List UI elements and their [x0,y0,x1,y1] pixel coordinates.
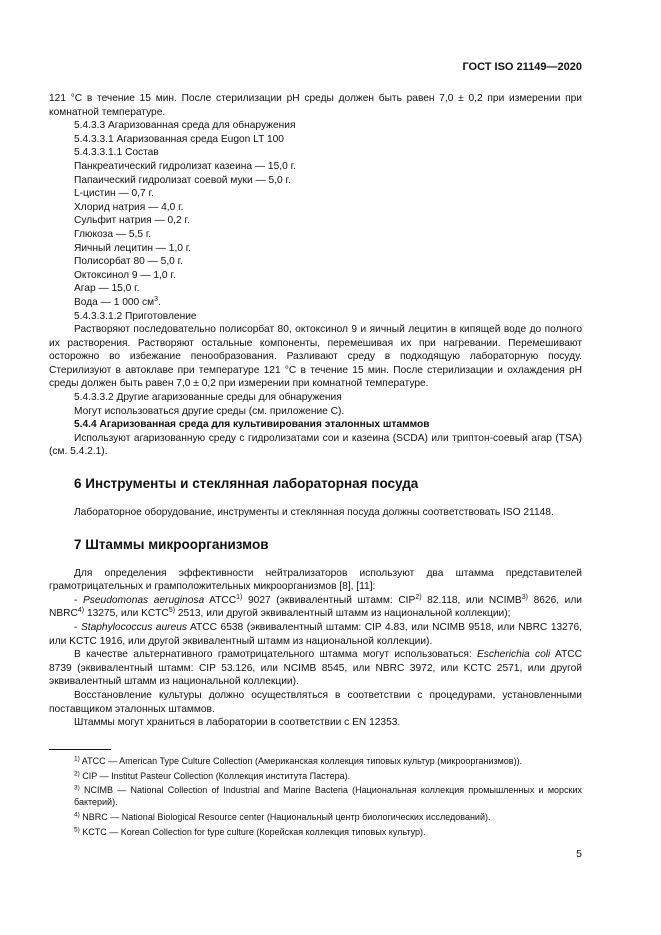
footnote-ref-5: 5) [168,607,176,615]
dash: - [74,594,83,606]
footnote-text: KCTC — Korean Collection for type culture (Корейская коллекция типовых культур). [82,826,426,837]
ecoli-name: Escherichia coli [477,649,551,661]
main-text [49,92,582,730]
page-number: 5 [576,848,582,860]
clause-5-4-3-3-title: 5.4.3.3 Агаризованная среда для обнаружения [74,120,296,132]
strain-text: 2513, или другой эквивалентный штамм из национальной коллекции); [175,608,511,620]
strains-intro-paragraph: Для определения эффективности нейтрализаторов используют два штамма представителей грамотрицательных и грамположительных микроорганизмов [8], [11]: [49,567,582,593]
ingredient-item: Октоксинол 9 — 1,0 г. [74,269,176,281]
ingredient-item: Полисорбат 80 — 5,0 г. [74,256,183,268]
clause-5-4-3-3-1-title: 5.4.3.3.1 Агаризованная среда Eugon LT 100 [74,133,284,145]
footnote-ref-1: 1) [236,593,243,601]
clause-5-4-3-3-1-1-title: 5.4.3.3.1.1 Состав [74,147,159,159]
footnote [49,770,582,782]
reference-media-paragraph: Используют агаризованную среду с гидролизатами сои и казеина (SCDA) или триптон-соевый агар (TSA) (см. 5.4.2.1). [49,432,582,458]
water-end: . [158,296,161,308]
ingredient-item: Глюкоза — 5,5 г. [74,228,152,240]
strain-text: ATCC 6538 (эквивалентный штамм: CIP 4.83, или NCIMB 9518, или NBRC 13276, или KCTC 1916, или другой эквивалентный штамм из национальной коллекции). [49,622,582,647]
ingredient-item: Яичный лецитин — 1,0 г. [74,242,192,254]
footnote-text: NCIMB — National Collection of Industrial and Marine Bacteria (Национальная коллекция промышленных и морских бактерий). [74,785,582,808]
section-6-paragraph: Лабораторное оборудование, инструменты и стеклянная посуда должны соответствовать ISO 21148. [74,507,554,519]
dash: - [74,622,81,633]
ingredient-item: Агар — 15,0 г. [74,283,140,295]
footnote-mark: 2) [74,770,80,778]
clause-5-4-3-3-1-2-title: 5.4.3.3.1.2 Приготовление [74,310,197,322]
footnote-ref-4: 4) [77,607,85,615]
staphylococcus-name: Staphylococcus aureus [80,622,188,633]
ingredient-item: L-цистин — 0,7 г. [74,188,154,200]
continuation-paragraph: 121 °С в течение 15 мин. После стерилизации рН среды должен быть равен 7,0 ± 0,2 при измерении при комнатной температуре. [49,93,582,118]
footnote-mark: 4) [74,811,80,819]
ingredient-item: Хлорид натрия — 4,0 г. [74,201,184,213]
clause-5-4-3-3-2-title: 5.4.3.3.2 Другие агаризованные среды для обнаружения [74,392,342,404]
footnote [49,811,582,823]
strain-text: 8626, или NBRC [49,594,582,620]
strain-text: 82.118, или NCIMB [421,594,522,606]
clause-5-4-4-title: 5.4.4 Агаризованная среда для культивирования эталонных штаммов [74,419,430,431]
footnote [49,755,582,767]
ingredient-item: Сульфит натрия — 0,2 г. [74,215,190,227]
footnote [49,826,582,838]
footnote-ref-3: 3) [521,593,528,601]
strain-text: 13275, или KCTC [84,608,169,620]
water-text: Вода — 1 000 см [74,296,155,308]
footnote-mark: 3) [74,784,80,792]
ingredient-water [49,296,582,310]
water-superscript: 3 [154,295,159,303]
footnote-mark: 1) [74,755,80,763]
footnotes [49,755,582,840]
standard-header: ГОСТ ISO 21149—2020 [462,61,582,73]
strain-text: 9027 (эквивалентный штамм: CIP [242,594,416,606]
staphylococcus-strain-item [49,621,582,648]
other-media-paragraph: Могут использоваться другие среды (см. приложение С). [74,405,345,417]
section-7-heading: 7 Штаммы микроорганизмов [74,536,269,552]
footnote-text: NBRC — National Biological Resource center (Национальный центр биологических исследований). [82,811,491,822]
footnote-text: ATCC — American Type Culture Collection (Американская коллекция типовых культур (микроорганизмов)). [81,756,523,766]
culture-restore-paragraph: Восстановление культуры должно осуществляться в соответствии с процедурами, установленными поставщиком эталонных штаммов. [49,689,582,715]
footnote-mark: 5) [74,826,80,834]
footnote [49,784,582,808]
preparation-paragraph: Растворяют последовательно полисорбат 80, октоксинол 9 и яичный лецитин в кипящей воде до полного их растворения. Растворяют остальные компоненты, перемешивая их при нагревании. Перемешивают осторожно во избежание пенообразования. Разливают среду в подходящую лабораторную посуду. Стерилизуют в автоклаве при температуре 121 °С в течение 15 мин. После стерилизации и охлаждения рН среды должен быть равен 7,0 ± 0,2 при измерении при комнатной температуре. [49,324,582,390]
alt-text: В качестве альтернативного грамотрицательного штамма могут использоваться: [74,649,478,661]
section-6-heading: 6 Инструменты и стеклянная лабораторная посуда [74,476,419,492]
ingredient-item: Папаический гидролизат соевой муки — 5,0 г. [74,174,291,186]
strain-storage-paragraph: Штаммы могут храниться в лаборатории в соответствии с EN 12353. [74,717,401,729]
pseudomonas-strain-item [49,594,582,621]
alternative-strain-paragraph [49,648,582,689]
ingredient-item: Панкреатический гидролизат казеина — 15,0 г. [74,160,296,172]
footnote-text: CIP — Institut Pasteur Collection (Коллекция института Пастера). [82,770,351,781]
alt-text: ATCC 8739 (эквивалентный штамм: CIP 53.126, или NCIMB 8545, или NBRC 3972, или KCTC 2571, или другой эквивалентный штамм из национальной коллекции). [49,649,583,688]
footnote-ref-2: 2) [415,593,422,601]
pseudomonas-name: Pseudomonas aeruginosa [83,594,205,606]
footnote-separator [49,749,111,750]
strain-text: ATCC [204,594,237,606]
